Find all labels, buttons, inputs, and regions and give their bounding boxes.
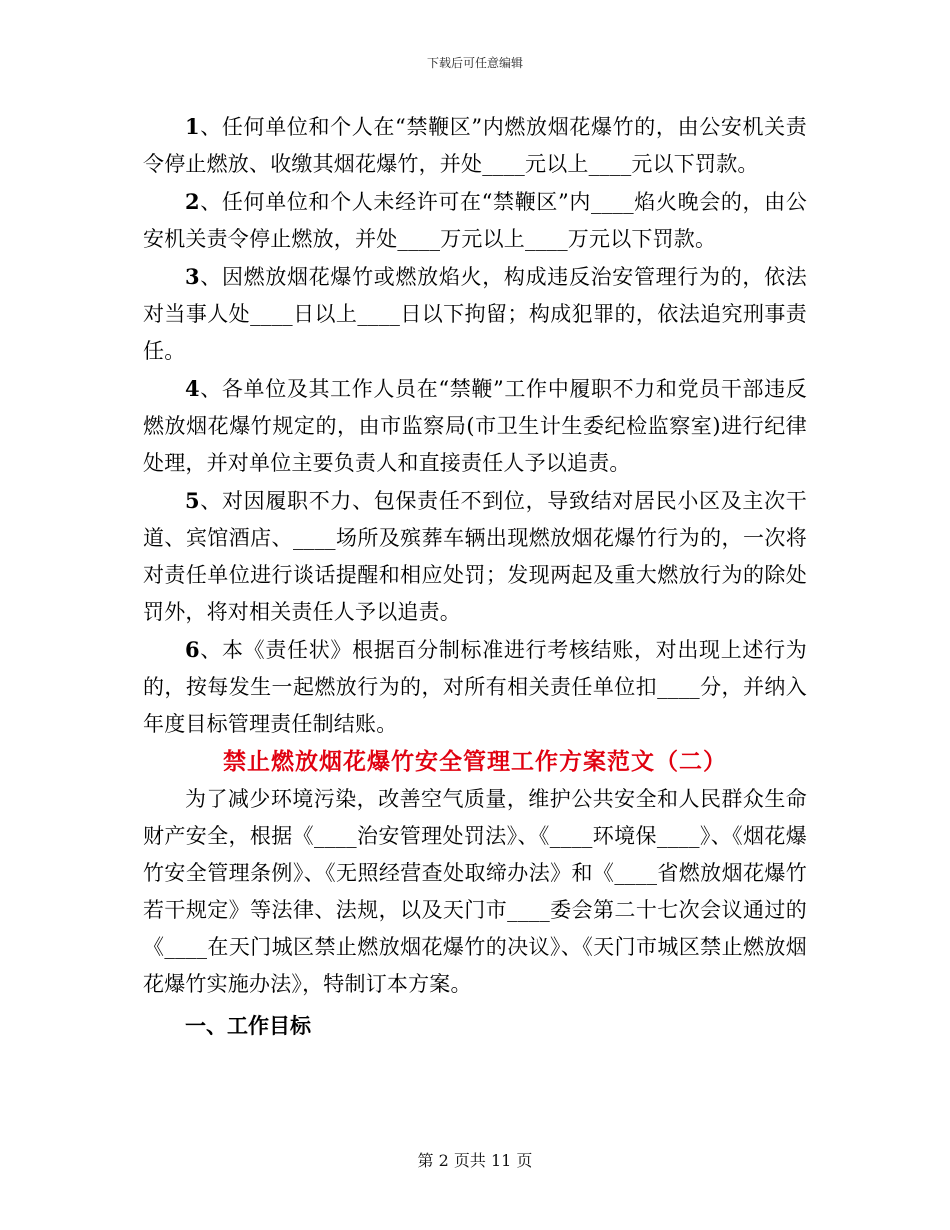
list-item (143, 482, 807, 631)
item-text: 、本《责任状》根据百分制标准进行考核结账，对出现上述行为的，按每发生一起燃放行为的，对所有相关责任单位扣____分，并纳入年度目标管理责任制结账。 (143, 638, 807, 736)
item-number: 1 (185, 114, 200, 139)
sub-heading: 一、工作目标 (185, 1014, 311, 1038)
list-item (143, 370, 807, 482)
list-item (143, 258, 807, 370)
item-text: 、因燃放烟花爆竹或燃放焰火，构成违反治安管理行为的，依法对当事人处____日以上____日以下拘留；构成犯罪的，依法追究刑事责任。 (143, 265, 807, 363)
list-item (143, 183, 807, 258)
item-number: 4 (185, 376, 200, 401)
document-body (143, 108, 807, 1049)
item-text: 、对因履职不力、包保责任不到位，导致结对居民小区及主次干道、宾馆酒店、____场所及殡葬车辆出现燃放烟花爆竹行为的，一次将对责任单位进行谈话提醒和相应处罚；发现两起及重大燃放行为的除处罚外，将对相关责任人予以追责。 (143, 489, 807, 624)
page-number: 第 2 页共 11 页 (417, 1151, 533, 1170)
item-number: 3 (185, 264, 200, 289)
list-item (143, 631, 807, 743)
item-number: 5 (185, 488, 200, 513)
item-number: 6 (185, 637, 200, 662)
item-text: 、各单位及其工作人员在“禁鞭”工作中履职不力和党员干部违反燃放烟花爆竹规定的，由市监察局(市卫生计生委纪检监察室)进行纪律处理，并对单位主要负责人和直接责任人予以追责。 (143, 377, 807, 475)
item-number: 2 (185, 189, 200, 214)
section-title: 禁止燃放烟花爆竹安全管理工作方案范文（二） (223, 749, 727, 775)
list-item (143, 108, 807, 183)
section-intro: 为了减少环境污染，改善空气质量，维护公共安全和人民群众生命财产安全，根据《____治安管理处罚法》、《____环境保____》、《烟花爆竹安全管理条例》、《无照经营查处取缔办法》和《____省燃放烟花爆竹若干规定》等法律、法规，以及天门市____委会第二十七次会议通过的《____在天门城区禁止燃放烟花爆竹的决议》、《天门市城区禁止燃放烟花爆竹实施办法》，特制订本方案。 (143, 787, 807, 996)
header-note: 下载后可任意编辑 (426, 56, 523, 70)
item-text: 、任何单位和个人在“禁鞭区”内燃放烟花爆竹的，由公安机关责令停止燃放、收缴其烟花爆竹，并处____元以上____元以下罚款。 (143, 115, 807, 176)
item-text: 、任何单位和个人未经许可在“禁鞭区”内____焰火晚会的，由公安机关责令停止燃放，并处____万元以上____万元以下罚款。 (143, 190, 807, 251)
